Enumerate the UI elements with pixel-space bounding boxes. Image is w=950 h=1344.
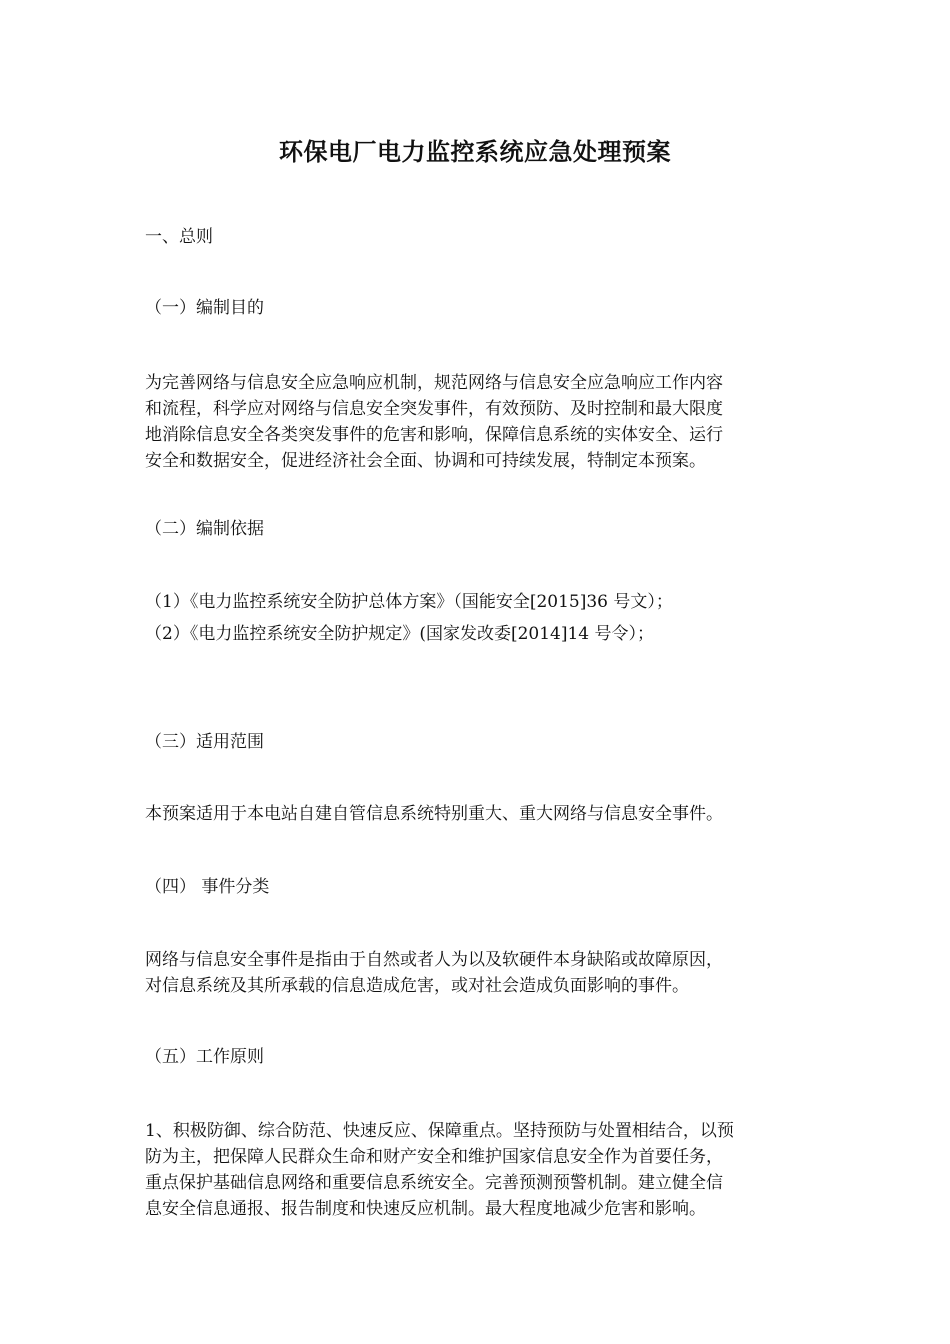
principles-paragraph-line-2: 防为主，把保障人民群众生命和财产安全和维护国家信息安全作为首要任务， [145, 1147, 723, 1167]
purpose-paragraph-line-2: 和流程，科学应对网络与信息安全突发事件，有效预防、及时控制和最大限度 [145, 399, 723, 419]
classification-paragraph-line-2: 对信息系统及其所承载的信息造成危害，或对社会造成负面影响的事件。 [145, 976, 689, 996]
subsection-heading-purpose: （一）编制目的 [145, 298, 264, 318]
subsection-heading-scope: （三）适用范围 [145, 732, 264, 752]
section-heading-general: 一、总则 [145, 227, 213, 247]
principles-paragraph-line-4: 息安全信息通报、报告制度和快速反应机制。最大程度地减少危害和影响。 [145, 1199, 706, 1219]
purpose-paragraph-line-3: 地消除信息安全各类突发事件的危害和影响，保障信息系统的实体安全、运行 [145, 425, 723, 445]
purpose-paragraph-line-1: 为完善网络与信息安全应急响应机制，规范网络与信息安全应急响应工作内容 [145, 373, 723, 393]
basis-item-2: （2）《电力监控系统安全防护规定》(国家发改委[2014]14 号令）； [145, 624, 655, 644]
classification-paragraph-line-1: 网络与信息安全事件是指由于自然或者人为以及软硬件本身缺陷或故障原因， [145, 950, 723, 970]
basis-item-1: （1）《电力监控系统安全防护总体方案》（国能安全[2015]36 号文）； [145, 592, 673, 612]
document-title: 环保电厂电力监控系统应急处理预案 [279, 137, 671, 166]
scope-paragraph: 本预案适用于本电站自建自管信息系统特别重大、重大网络与信息安全事件。 [145, 804, 723, 824]
purpose-paragraph-line-4: 安全和数据安全，促进经济社会全面、协调和可持续发展，特制定本预案。 [145, 451, 706, 471]
principles-paragraph-line-1: 1、积极防御、综合防范、快速反应、保障重点。坚持预防与处置相结合，以预 [145, 1121, 734, 1141]
subsection-heading-basis: （二）编制依据 [145, 519, 264, 539]
subsection-heading-principles: （五）工作原则 [145, 1047, 264, 1067]
subsection-heading-classification: （四） 事件分类 [145, 877, 270, 897]
principles-paragraph-line-3: 重点保护基础信息网络和重要信息系统安全。完善预测预警机制。建立健全信 [145, 1173, 723, 1193]
